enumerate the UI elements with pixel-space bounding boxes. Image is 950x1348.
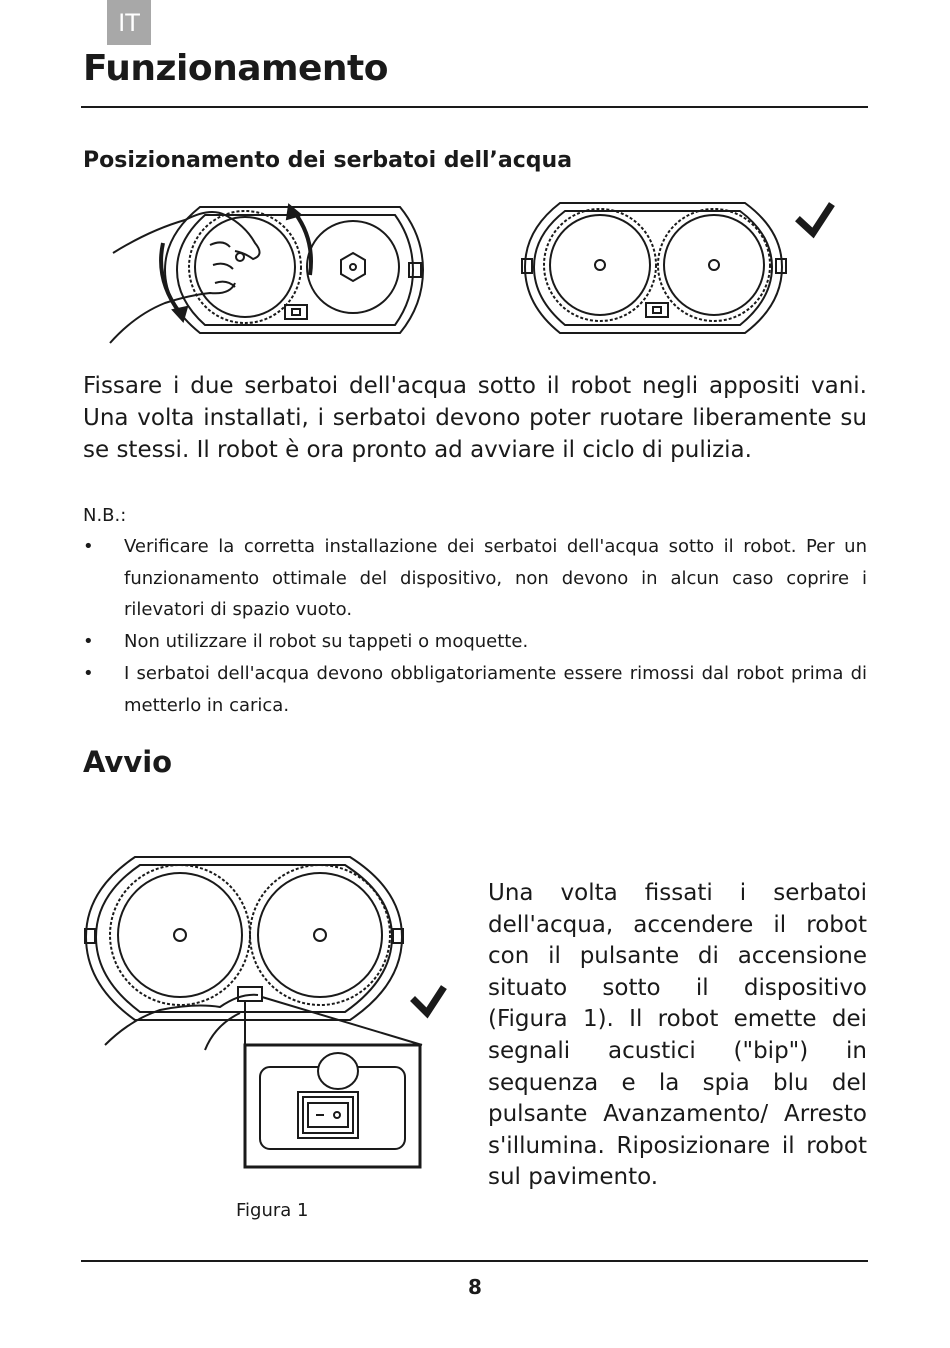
list-item-text: I serbatoi dell'acqua devono obbligatoriamente essere rimossi dal robot prima di metterlo in carica. [124, 662, 867, 716]
bullet-icon: • [83, 662, 94, 684]
bullet-icon: • [83, 631, 94, 653]
page-number: 8 [468, 1275, 482, 1299]
checkmark-icon [415, 990, 442, 1013]
list-item-text: Verificare la corretta installazione dei serbatoi dell'acqua sotto il robot. Per un funzionamento ottimale del dispositivo, non devono in alcun caso coprire i rilevatori di spazio vuoto. [124, 536, 867, 621]
note-list [83, 531, 867, 721]
subheading-water-tanks: Posizionamento dei serbatoi dell’acqua [83, 148, 573, 173]
figure-caption: Figura 1 [236, 1200, 309, 1221]
list-item [83, 531, 867, 626]
footer-divider [81, 1260, 868, 1262]
checkmark-icon [800, 207, 830, 233]
header-divider [81, 106, 868, 108]
power-switch-icon [308, 1103, 348, 1127]
note-label: N.B.: [83, 505, 127, 526]
startup-paragraph: Una volta fissati i serbatoi dell'acqua, accendere il robot con il pulsante di accensione situato sotto il dispositivo (Figura 1). Il robot emette dei segnali acustici ("bip") in sequenza e la spia blu del pulsante Avanzamento/ Arresto s'illumina. Riposizionare il robot sul pavimento. [488, 880, 867, 1191]
intro-paragraph: Fissare i due serbatoi dell'acqua sotto il robot negli appositi vani. Una volta installati, i serbatoi devono poter ruotare liberamente su se stessi. Il robot è ora pronto ad avviare il ciclo di pulizia. [83, 373, 867, 463]
language-tab: IT [107, 0, 151, 45]
tanks-installed-illustration [520, 195, 840, 345]
tank-install-illustration [105, 195, 435, 350]
power-switch-illustration [80, 845, 450, 1175]
list-item-text: Non utilizzare il robot su tappeti o moquette. [124, 631, 529, 653]
list-item [83, 658, 867, 721]
page-title: Funzionamento [83, 48, 389, 89]
bullet-icon: • [83, 536, 94, 557]
section-title-startup: Avvio [83, 745, 173, 779]
list-item [83, 626, 867, 658]
